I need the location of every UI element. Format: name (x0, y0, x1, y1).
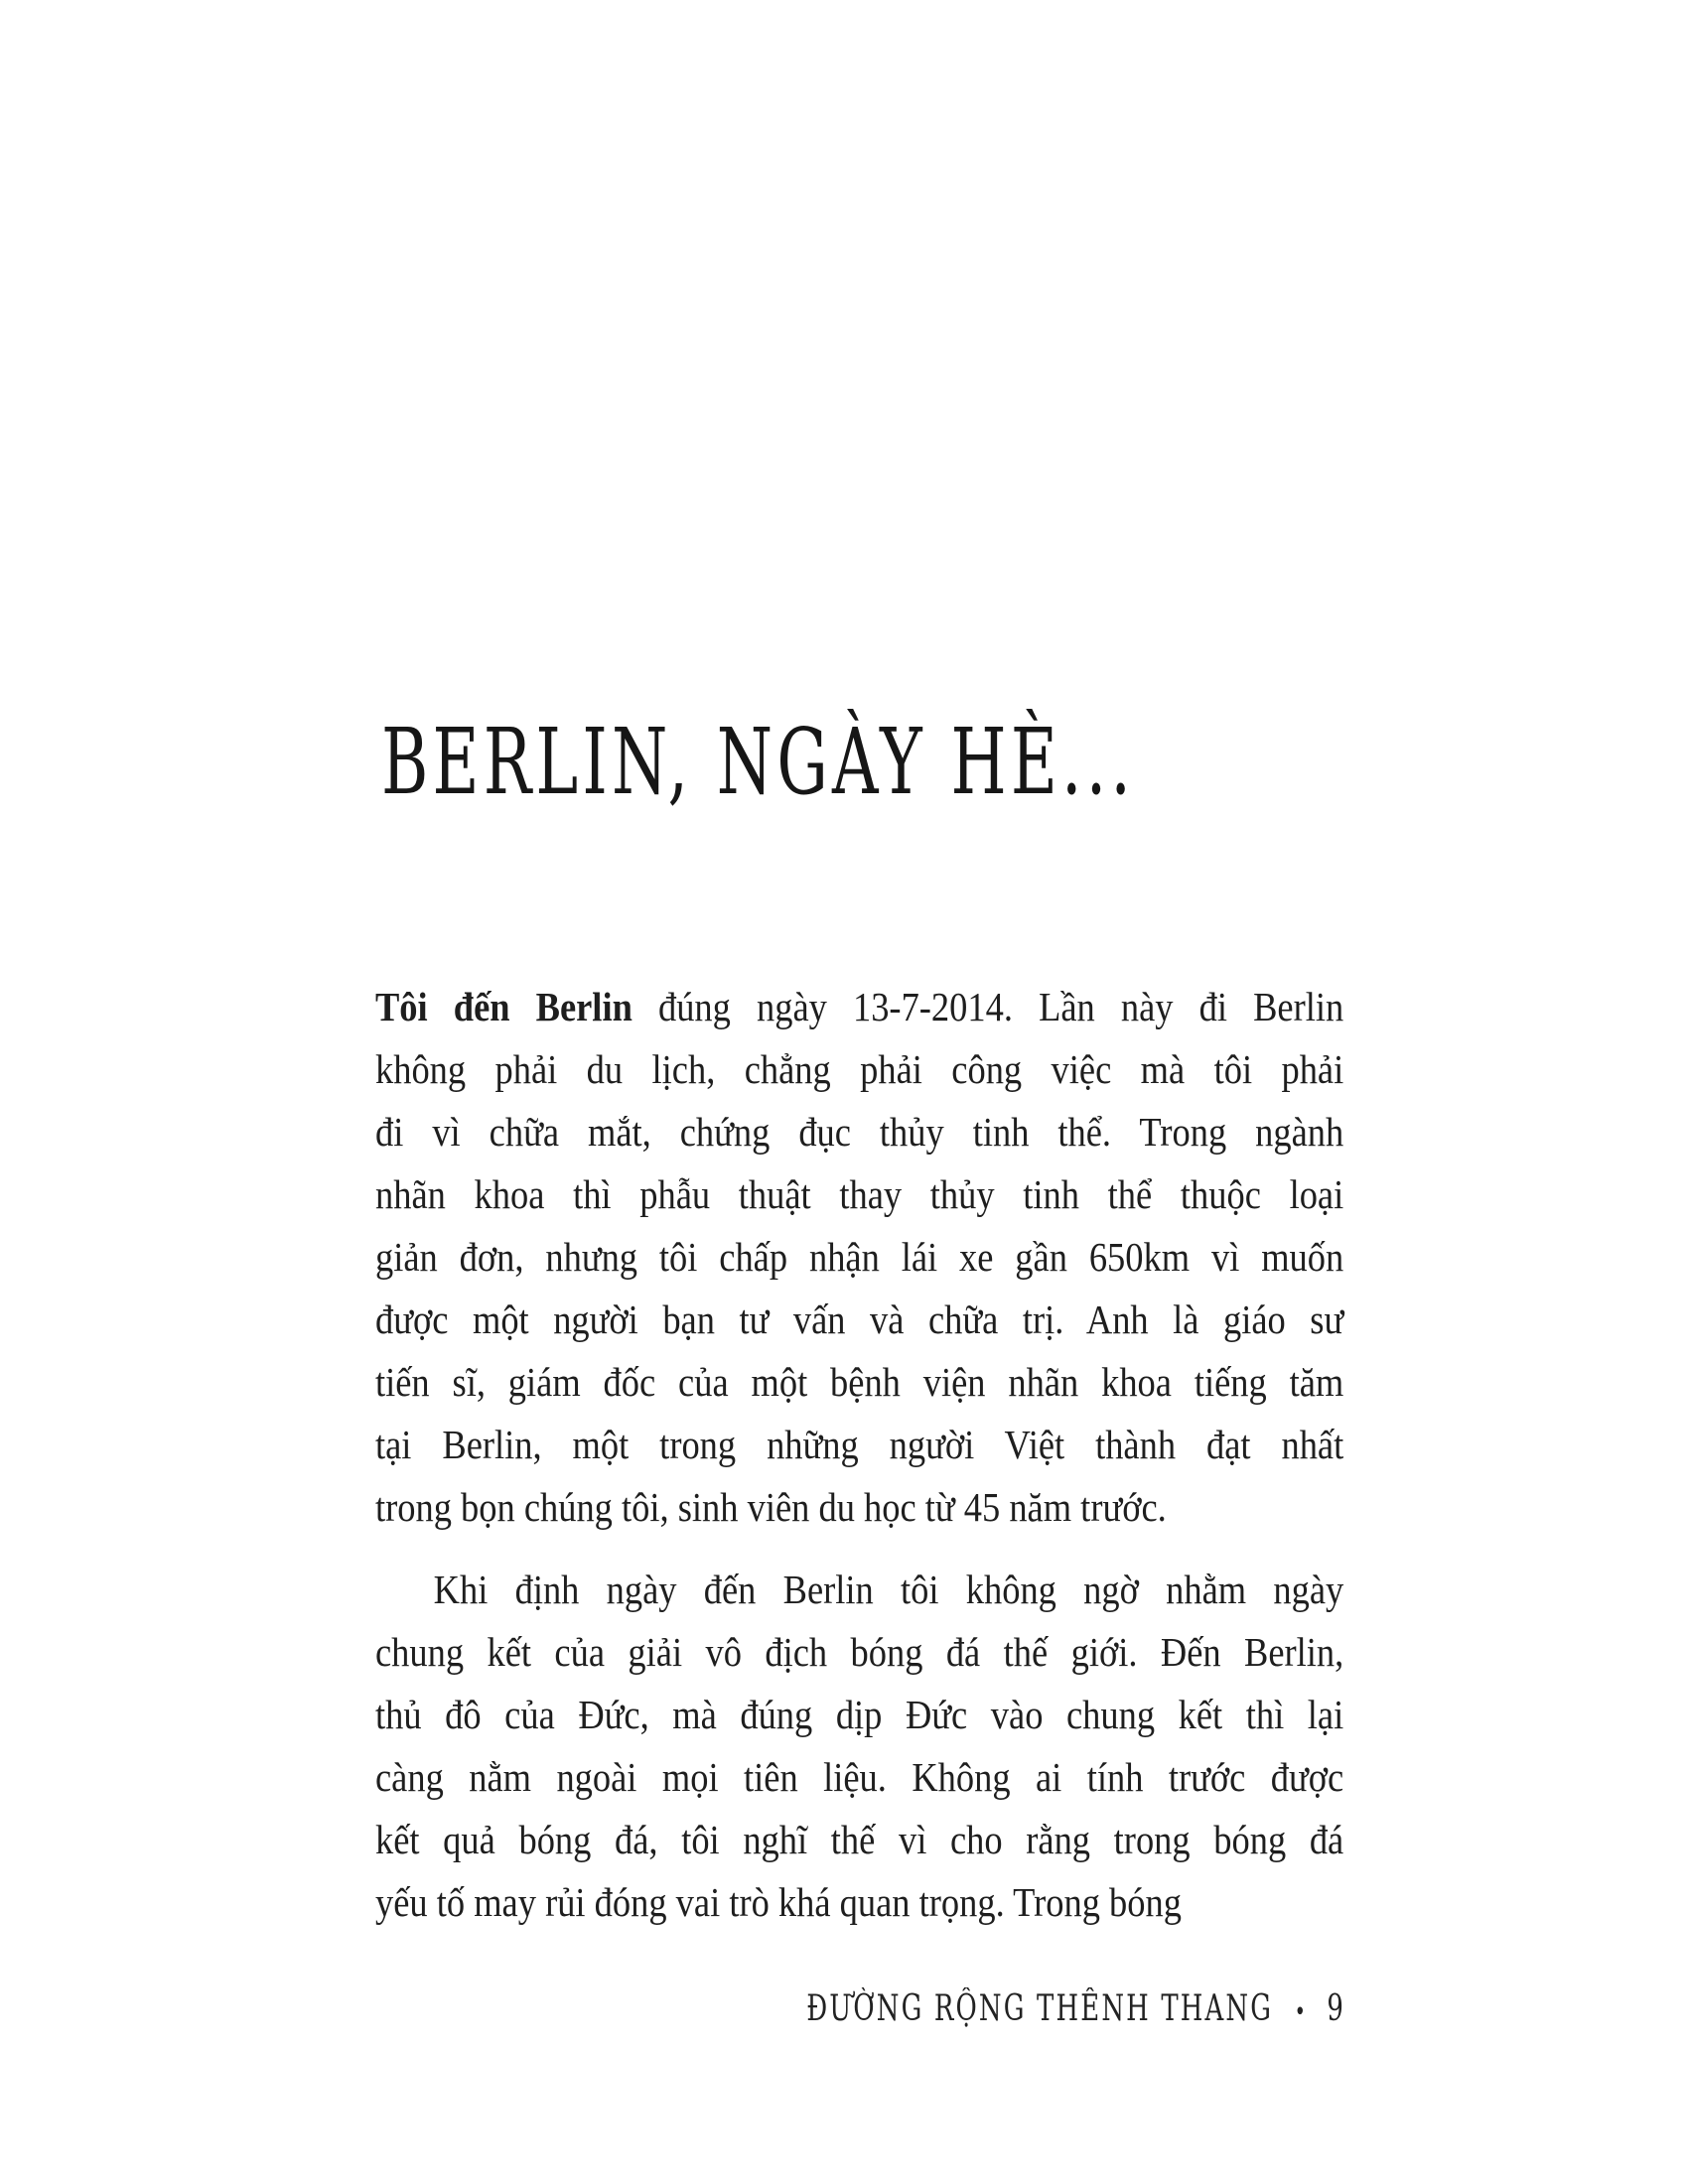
text-line: không phải du lịch, chẳng phải công việc mà tôi phải (375, 1046, 1344, 1092)
page-number: 9 (1327, 1988, 1343, 2029)
text-line: tiến sĩ, giám đốc của một bệnh viện nhãn khoa tiếng tăm (375, 1359, 1344, 1405)
text-line: đi vì chữa mắt, chứng đục thủy tinh thể. Trong ngành (375, 1109, 1344, 1155)
paragraph-2 (375, 1559, 1343, 1934)
chapter-title: BERLIN, NGÀY HÈ... (381, 709, 1136, 815)
text-line: giản đơn, nhưng tôi chấp nhận lái xe gần 650km vì muốn (375, 1234, 1344, 1280)
text-line-indented (375, 1559, 1343, 1621)
bullet-separator-icon: • (1294, 1997, 1306, 2027)
text-line: tại Berlin, một trong những người Việt thành đạt nhất (375, 1422, 1344, 1467)
text-line: trong bọn chúng tôi, sinh viên du học từ 45 năm trước. (375, 1484, 1167, 1530)
paragraph-lead-bold: Tôi đến Berlin (375, 984, 633, 1029)
text-line: kết quả bóng đá, tôi nghĩ thế vì cho rằng trong bóng đá (375, 1817, 1344, 1862)
text-line-rest: Khi định ngày đến Berlin tôi không ngờ nhằm ngày (433, 1567, 1344, 1612)
running-footer (806, 1988, 1343, 2029)
body-text (375, 976, 1343, 1934)
running-title: ĐƯỜNG RỘNG THÊNH THANG (806, 1988, 1274, 2029)
text-line: nhãn khoa thì phẫu thuật thay thủy tinh thể thuộc loại (375, 1171, 1344, 1217)
paragraph-1-lines (375, 1038, 1343, 1539)
text-line: yếu tố may rủi đóng vai trò khá quan trọng. Trong bóng (375, 1879, 1182, 1925)
text-line: càng nằm ngoài mọi tiên liệu. Không ai tính trước được (375, 1754, 1344, 1800)
paragraph-1 (375, 976, 1343, 1539)
text-line-rest: đúng ngày 13-7-2014. Lần này đi Berlin (632, 984, 1344, 1029)
text-line: thủ đô của Đức, mà đúng dịp Đức vào chung kết thì lại (375, 1692, 1344, 1737)
text-line: chung kết của giải vô địch bóng đá thế giới. Đến Berlin, (375, 1629, 1344, 1675)
text-line: được một người bạn tư vấn và chữa trị. Anh là giáo sư (375, 1297, 1344, 1342)
text-line (375, 976, 1343, 1038)
paragraph-2-lines (375, 1621, 1343, 1934)
